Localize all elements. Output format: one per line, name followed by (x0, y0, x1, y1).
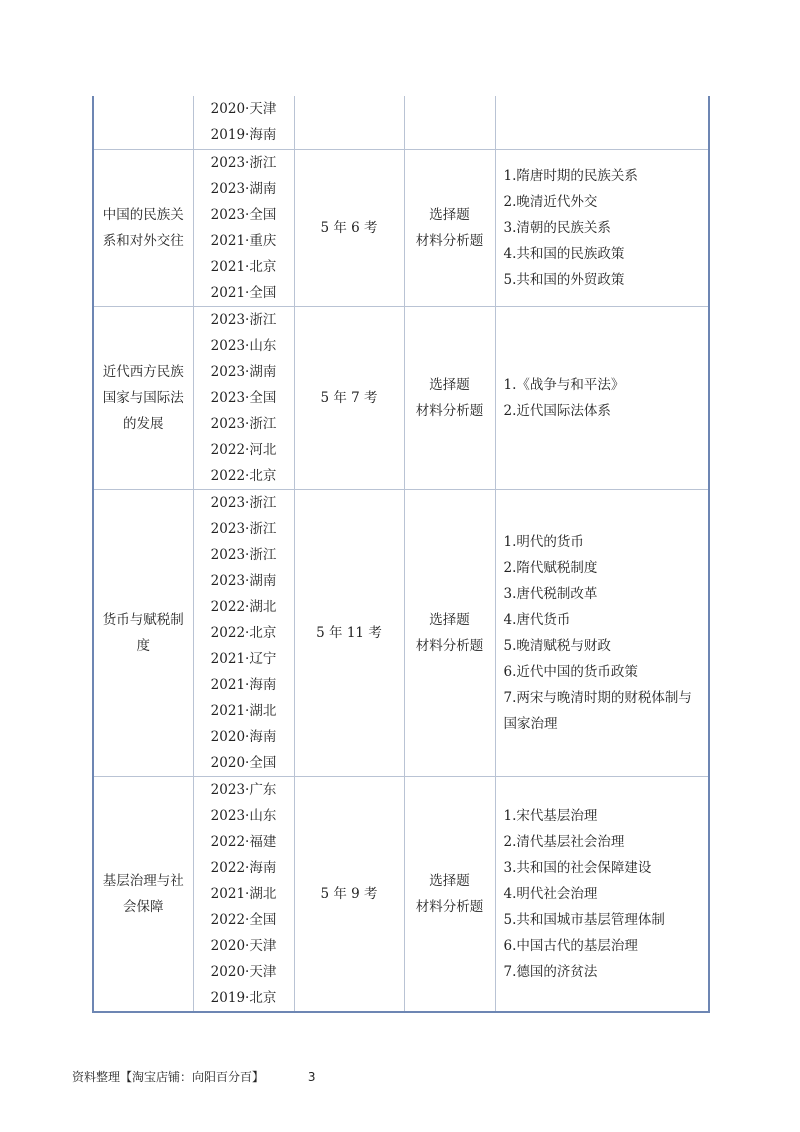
question-type-cell (404, 96, 495, 149)
knowledge-point: 2.隋代赋税制度 (503, 559, 598, 576)
knowledge-points-cell (495, 149, 709, 306)
question-type-cell (404, 489, 495, 776)
question-type: 材料分析题 (415, 898, 484, 915)
topic-cell (93, 96, 193, 149)
knowledge-point: 1.隋唐时期的民族关系 (503, 167, 638, 184)
knowledge-point: 3.清朝的民族关系 (503, 219, 611, 236)
exam-analysis-table (92, 96, 710, 1013)
knowledge-point: 1.《战争与和平法》 (503, 376, 625, 393)
exam-year-region: 2023·湖南 (210, 180, 277, 197)
knowledge-point: 3.唐代税制改革 (503, 585, 598, 602)
knowledge-points-cell (495, 306, 709, 489)
topic-cell (93, 149, 193, 306)
exam-year-region: 2023·浙江 (210, 311, 277, 328)
years-cell (193, 96, 294, 149)
frequency-cell (294, 149, 404, 306)
knowledge-point: 7.德国的济贫法 (503, 963, 598, 980)
exam-year-region: 2023·浙江 (210, 520, 277, 537)
footer-source: 资料整理【淘宝店铺：向阳百分百】 (72, 1070, 265, 1084)
knowledge-point: 5.共和国城市基层管理体制 (503, 911, 665, 928)
topic-text: 中国的民族关系和对外交往 (102, 206, 184, 249)
frequency-text: 5 年 7 考 (320, 389, 378, 406)
exam-year-region: 2022·全国 (210, 911, 277, 928)
exam-year-region: 2021·海南 (210, 676, 277, 693)
years-cell (193, 149, 294, 306)
exam-year-region: 2023·山东 (210, 337, 277, 354)
exam-year-region: 2023·全国 (210, 206, 277, 223)
topic-text: 货币与赋税制度 (102, 611, 184, 654)
question-type-cell (404, 149, 495, 306)
knowledge-point: 5.晚清赋税与财政 (503, 637, 611, 654)
knowledge-points-cell (495, 776, 709, 1012)
knowledge-point: 6.近代中国的货币政策 (503, 663, 638, 680)
exam-year-region: 2023·全国 (210, 389, 277, 406)
exam-year-region: 2021·全国 (210, 284, 277, 301)
question-type: 材料分析题 (415, 232, 484, 249)
exam-year-region: 2022·湖北 (210, 598, 277, 615)
frequency-text: 5 年 11 考 (316, 624, 382, 641)
question-type: 材料分析题 (415, 402, 484, 419)
knowledge-point: 6.中国古代的基层治理 (503, 937, 638, 954)
exam-year-region: 2023·浙江 (210, 154, 277, 171)
knowledge-point: 2.清代基层社会治理 (503, 833, 625, 850)
exam-year-region: 2020·天津 (210, 937, 277, 954)
table-row (93, 96, 709, 149)
exam-year-region: 2021·湖北 (210, 885, 277, 902)
exam-year-region: 2023·湖南 (210, 572, 277, 589)
exam-year-region: 2023·湖南 (210, 363, 277, 380)
question-type-cell (404, 776, 495, 1012)
question-type-cell (404, 306, 495, 489)
exam-year-region: 2021·湖北 (210, 702, 277, 719)
topic-cell (93, 776, 193, 1012)
exam-year-region: 2023·浙江 (210, 546, 277, 563)
knowledge-points-cell (495, 489, 709, 776)
exam-year-region: 2022·北京 (210, 624, 277, 641)
frequency-cell (294, 306, 404, 489)
question-type: 选择题 (429, 872, 470, 889)
knowledge-point: 5.共和国的外贸政策 (503, 271, 625, 288)
knowledge-point: 4.明代社会治理 (503, 885, 598, 902)
exam-year-region: 2023·山东 (210, 807, 277, 824)
years-cell (193, 489, 294, 776)
exam-year-region: 2022·海南 (210, 859, 277, 876)
exam-year-region: 2019·海南 (210, 127, 277, 144)
frequency-cell (294, 776, 404, 1012)
page-footer (72, 1068, 315, 1085)
knowledge-point: 4.唐代货币 (503, 611, 571, 628)
exam-year-region: 2020·天津 (210, 963, 277, 980)
knowledge-point: 2.近代国际法体系 (503, 402, 611, 419)
topic-cell (93, 489, 193, 776)
knowledge-point: 4.共和国的民族政策 (503, 245, 625, 262)
topic-text: 近代西方民族国家与国际法的发展 (102, 363, 184, 432)
years-cell (193, 306, 294, 489)
frequency-text: 5 年 9 考 (320, 885, 378, 902)
knowledge-point: 2.晚清近代外交 (503, 193, 598, 210)
topic-text: 基层治理与社会保障 (102, 872, 184, 915)
exam-year-region: 2022·福建 (210, 833, 277, 850)
knowledge-point: 1.明代的货币 (503, 533, 584, 550)
years-cell (193, 776, 294, 1012)
question-type: 选择题 (429, 611, 470, 628)
question-type: 材料分析题 (415, 637, 484, 654)
question-type: 选择题 (429, 376, 470, 393)
exam-year-region: 2023·广东 (210, 781, 277, 798)
exam-year-region: 2023·浙江 (210, 415, 277, 432)
exam-year-region: 2020·天津 (210, 101, 277, 118)
frequency-cell (294, 489, 404, 776)
exam-year-region: 2021·北京 (210, 258, 277, 275)
knowledge-point: 3.共和国的社会保障建设 (503, 859, 652, 876)
exam-year-region: 2022·河北 (210, 441, 277, 458)
table-row (93, 489, 709, 776)
knowledge-point: 1.宋代基层治理 (503, 807, 598, 824)
frequency-text: 5 年 6 考 (320, 219, 378, 236)
topic-cell (93, 306, 193, 489)
exam-year-region: 2020·海南 (210, 728, 277, 745)
table-row (93, 776, 709, 1012)
exam-year-region: 2020·全国 (210, 754, 277, 771)
knowledge-point: 7.两宋与晚清时期的财税体制与国家治理 (503, 689, 692, 732)
page-number: 3 (307, 1070, 316, 1084)
exam-year-region: 2023·浙江 (210, 494, 277, 511)
frequency-cell (294, 96, 404, 149)
exam-year-region: 2021·辽宁 (210, 650, 277, 667)
exam-year-region: 2021·重庆 (210, 232, 277, 249)
table-row (93, 149, 709, 306)
exam-year-region: 2022·北京 (210, 467, 277, 484)
knowledge-points-cell (495, 96, 709, 149)
exam-year-region: 2019·北京 (210, 989, 277, 1006)
table-row (93, 306, 709, 489)
question-type: 选择题 (429, 206, 470, 223)
